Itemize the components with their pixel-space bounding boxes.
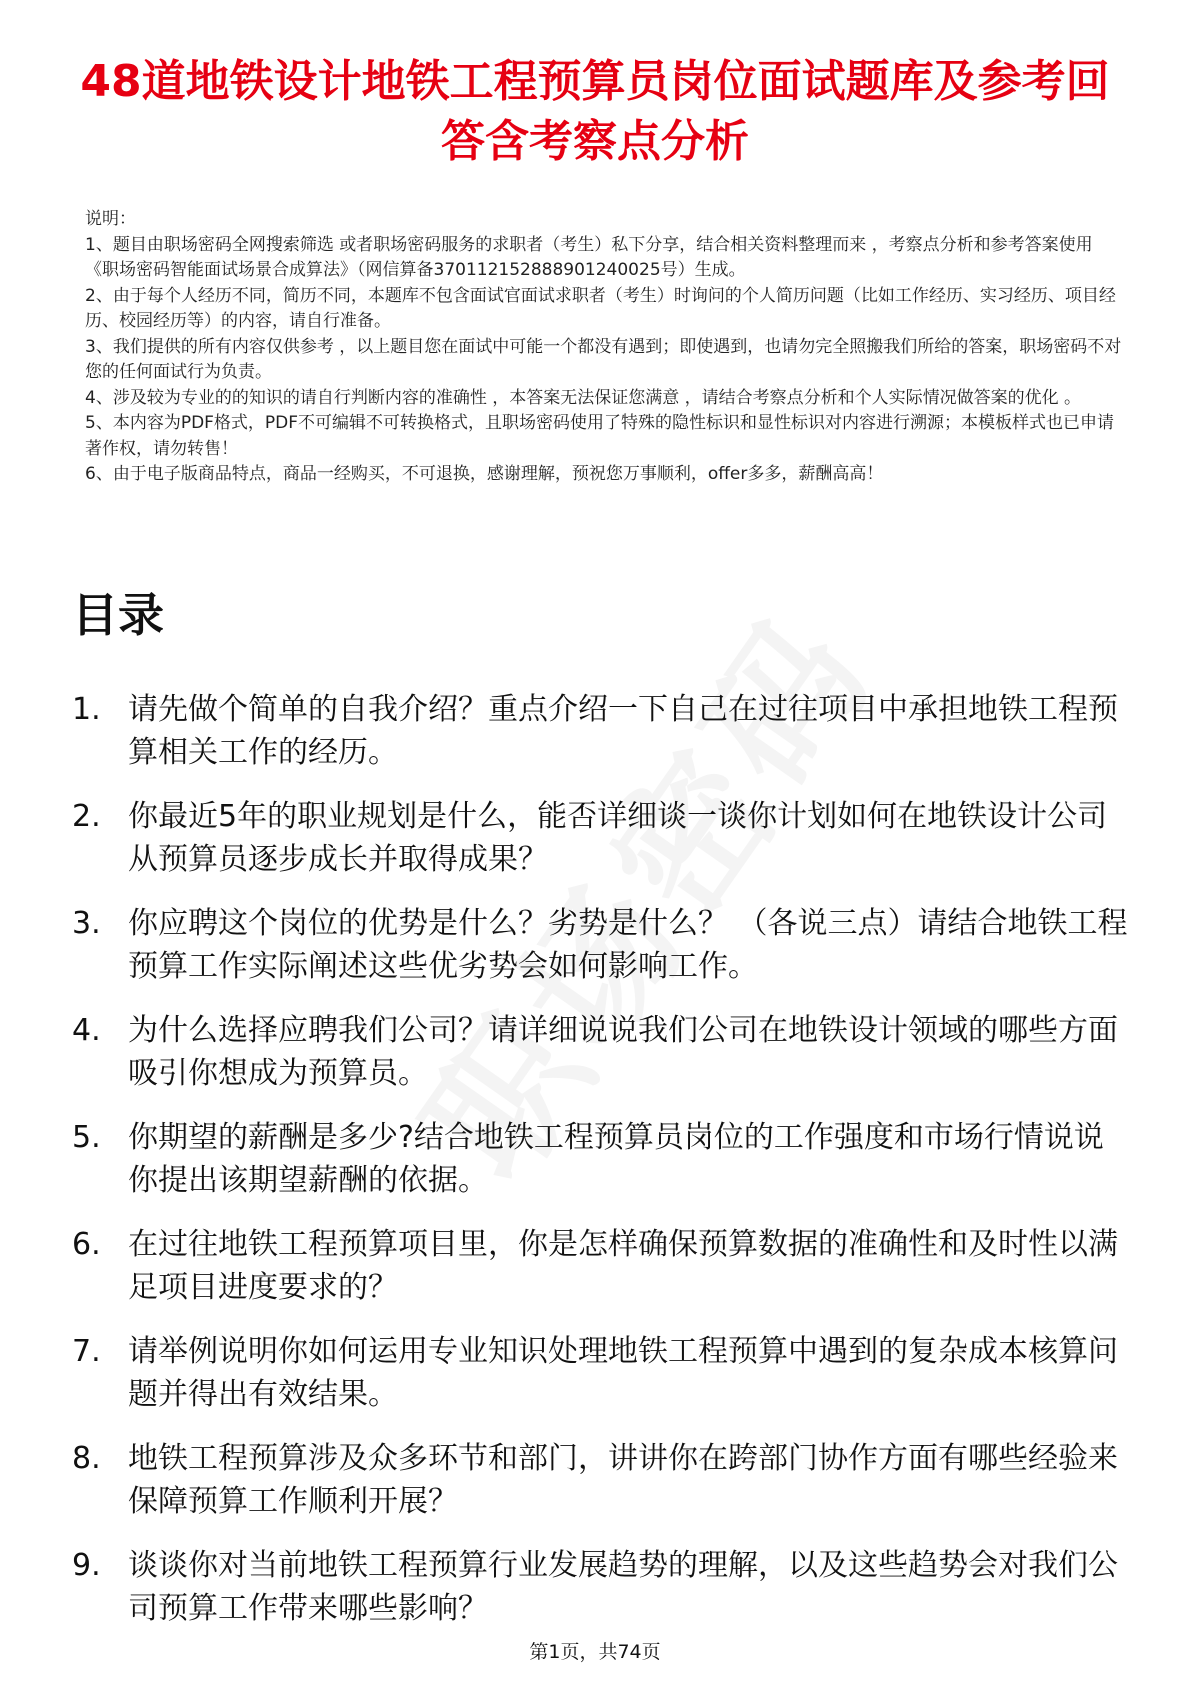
page-footer: 第1页，共74页	[529, 1641, 661, 1663]
toc-item-number: 6.	[72, 1227, 101, 1262]
toc-list	[72, 688, 1132, 1651]
note-item: 5、本内容为PDF格式，PDF不可编辑不可转换格式，且职场密码使用了特殊的隐性标识和显性标识对内容进行溯源；本模板样式也已申请著作权，请勿转售！	[85, 413, 1115, 459]
toc-item-text: 你应聘这个岗位的优势是什么？劣势是什么？ （各说三点）请结合地铁工程预算工作实际阐述这些优劣势会如何影响工作。	[128, 906, 1128, 984]
toc-item-text: 地铁工程预算涉及众多环节和部门，讲讲你在跨部门协作方面有哪些经验来保障预算工作顺利开展？	[128, 1441, 1118, 1519]
toc-item[interactable]	[72, 1330, 1132, 1416]
toc-item-text: 在过往地铁工程预算项目里，你是怎样确保预算数据的准确性和及时性以满足项目进度要求的？	[128, 1227, 1118, 1305]
toc-item-number: 7.	[72, 1334, 101, 1369]
toc-item-number: 2.	[72, 799, 101, 834]
toc-item[interactable]	[72, 688, 1132, 774]
toc-heading: 目录	[72, 588, 164, 642]
toc-item-number: 1.	[72, 692, 101, 727]
toc-item[interactable]	[72, 902, 1132, 988]
note-item: 6、由于电子版商品特点，商品一经购买，不可退换，感谢理解，预祝您万事顺利，offer多多，薪酬高高！	[85, 464, 884, 484]
toc-item[interactable]	[72, 1544, 1132, 1630]
toc-item-text: 为什么选择应聘我们公司？请详细说说我们公司在地铁设计领域的哪些方面吸引你想成为预算员。	[128, 1013, 1118, 1091]
note-item: 4、涉及较为专业的的知识的请自行判断内容的准确性 ，本答案无法保证您满意 ，请结合考察点分析和个人实际情况做答案的优化 。	[85, 387, 1082, 408]
toc-item-number: 8.	[72, 1441, 101, 1476]
toc-item-number: 5.	[72, 1120, 101, 1155]
note-item: 3、我们提供的所有内容仅供参考 ，以上题目您在面试中可能一个都没有遇到；即使遇到，也请勿完全照搬我们所给的答案，职场密码不对您的任何面试行为负责。	[85, 336, 1122, 382]
toc-item[interactable]	[72, 1437, 1132, 1523]
notes-label: 说明：	[85, 209, 136, 229]
note-item: 2、由于每个人经历不同，简历不同，本题库不包含面试官面试求职者（考生）时询问的个人简历问题（比如工作经历、实习经历、项目经历、校园经历等）的内容，请自行准备。	[85, 285, 1116, 331]
toc-item[interactable]	[72, 1116, 1132, 1202]
notes-section	[85, 207, 1125, 488]
toc-item-text: 请举例说明你如何运用专业知识处理地铁工程预算中遇到的复杂成本核算问题并得出有效结果。	[128, 1334, 1118, 1412]
toc-item-text: 请先做个简单的自我介绍？重点介绍一下自己在过往项目中承担地铁工程预算相关工作的经历。	[128, 692, 1118, 770]
toc-item-text: 你期望的薪酬是多少?结合地铁工程预算员岗位的工作强度和市场行情说说你提出该期望薪酬的依据。	[128, 1120, 1104, 1198]
toc-item-number: 3.	[72, 906, 101, 941]
note-item: 1、题目由职场密码全网搜索筛选 或者职场密码服务的求职者（考生）私下分享，结合相关资料整理而来 ，考察点分析和参考答案使用《职场密码智能面试场景合成算法》（网信算备370112152888901240025号）生成。	[85, 234, 1093, 280]
toc-item-number: 9.	[72, 1548, 101, 1583]
toc-item-number: 4.	[72, 1013, 101, 1048]
toc-item[interactable]	[72, 1223, 1132, 1309]
toc-item-text: 谈谈你对当前地铁工程预算行业发展趋势的理解，以及这些趋势会对我们公司预算工作带来哪些影响？	[128, 1548, 1118, 1626]
page-title: 48道地铁设计地铁工程预算员岗位面试题库及参考回答含考察点分析	[80, 56, 1110, 167]
toc-item[interactable]	[72, 795, 1132, 881]
toc-item[interactable]	[72, 1009, 1132, 1095]
toc-item-text: 你最近5年的职业规划是什么，能否详细谈一谈你计划如何在地铁设计公司从预算员逐步成长并取得成果？	[128, 799, 1108, 877]
